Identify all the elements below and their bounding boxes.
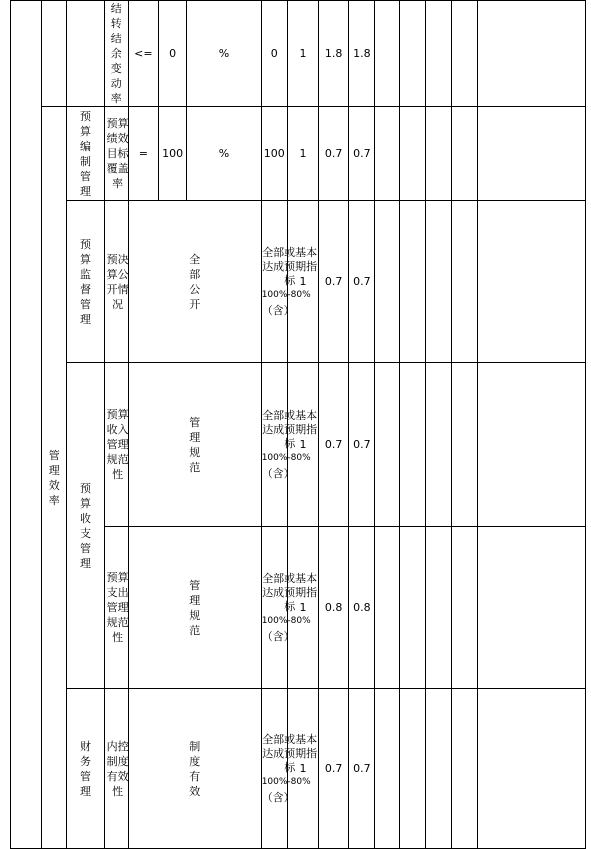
score-a-cell	[319, 527, 349, 689]
empty-cell	[399, 527, 425, 689]
table-row	[11, 1, 586, 107]
target-text: 管理规范	[189, 578, 201, 637]
score-a-cell	[319, 1, 349, 107]
empty-cell	[451, 201, 477, 363]
score-b: 1.8	[353, 47, 371, 60]
table-row	[11, 107, 586, 201]
level2-label: 预算监督管理	[80, 237, 91, 326]
weight: 1	[299, 275, 307, 288]
level2-label: 预算编制管理	[80, 109, 91, 198]
operator: <=	[134, 47, 153, 60]
table-row	[11, 363, 586, 527]
score-b: 0.7	[353, 762, 371, 775]
indicator-name: 预算收入管理规范性	[106, 408, 129, 481]
target-text-cell	[128, 689, 261, 849]
empty-cell	[478, 363, 586, 527]
target-text: 全部公开	[189, 252, 201, 311]
empty-cell	[375, 1, 399, 107]
weight: 1	[299, 601, 307, 614]
level2-cell	[67, 363, 104, 689]
empty-cell	[399, 363, 425, 527]
actual-cell	[261, 1, 287, 107]
empty-cell	[375, 527, 399, 689]
empty-cell	[399, 201, 425, 363]
actual-text: 全部或基本达成预期指标	[262, 408, 318, 450]
score-a-cell	[319, 689, 349, 849]
empty-cell	[478, 689, 586, 849]
empty-cell	[425, 527, 451, 689]
actual-cell	[261, 107, 287, 201]
score-a: 0.7	[324, 762, 343, 775]
level2-cell	[67, 107, 104, 201]
empty-cell	[478, 107, 586, 201]
empty-cell	[451, 689, 477, 849]
score-b-cell	[349, 689, 375, 849]
actual-note: （含）	[261, 790, 295, 804]
empty-cell	[451, 1, 477, 107]
empty-cell	[425, 363, 451, 527]
performance-indicator-table	[10, 0, 586, 849]
actual-text-cell	[261, 689, 318, 849]
actual-text-cell	[261, 527, 318, 689]
level2-cell	[67, 201, 104, 363]
level2-label: 财务管理	[80, 739, 91, 798]
target-text-cell	[128, 527, 261, 689]
actual-range: 100%-80%	[261, 452, 311, 463]
unit-cell	[187, 1, 262, 107]
score-a-cell	[319, 201, 349, 363]
score-b-cell	[349, 107, 375, 201]
empty-cell	[399, 689, 425, 849]
score-a: 0.7	[324, 147, 343, 160]
indicator-name: 预算绩效目标覆盖率	[106, 117, 129, 190]
level1-cell	[42, 1, 67, 107]
score-a: 1.8	[324, 47, 343, 60]
weight: 1	[299, 438, 307, 451]
empty-cell	[399, 1, 425, 107]
weight-cell	[287, 1, 318, 107]
table-row	[11, 689, 586, 849]
level1-cell	[42, 107, 67, 849]
score-a: 0.7	[324, 275, 343, 288]
unit: %	[218, 47, 230, 60]
score-b: 0.7	[353, 438, 371, 451]
actual-text-cell	[261, 363, 318, 527]
target-text-cell	[128, 363, 261, 527]
operator-cell	[128, 1, 158, 107]
actual-text: 全部或基本达成预期指标	[262, 245, 318, 287]
target-cell	[158, 1, 186, 107]
indicator-name-cell	[104, 689, 128, 849]
indicator-name-cell	[104, 107, 128, 201]
empty-cell	[451, 527, 477, 689]
target-value: 100	[162, 147, 184, 160]
weight: 1	[299, 47, 307, 60]
unit: %	[218, 147, 230, 160]
score-b-cell	[349, 527, 375, 689]
score-b: 0.8	[353, 601, 371, 614]
operator: =	[138, 147, 148, 160]
empty-cell	[375, 201, 399, 363]
empty-cell	[425, 107, 451, 201]
target-text: 管理规范	[189, 415, 201, 474]
empty-cell	[451, 363, 477, 527]
empty-cell	[451, 107, 477, 201]
actual-note: （含）	[261, 303, 295, 317]
actual-range: 100%-80%	[261, 776, 311, 787]
level1-label: 管理效率	[48, 448, 60, 507]
level2-cell	[67, 1, 104, 107]
actual-text-cell	[261, 201, 318, 363]
score-b-cell	[349, 363, 375, 527]
level2-cell	[67, 689, 104, 849]
weight: 1	[299, 147, 307, 160]
target-text: 制度有效	[189, 739, 201, 798]
operator-cell	[128, 107, 158, 201]
table-row	[11, 201, 586, 363]
score-b: 0.7	[353, 147, 371, 160]
actual-note: （含）	[261, 466, 295, 480]
empty-cell	[478, 1, 586, 107]
indicator-name: 预算支出管理规范性	[106, 571, 129, 644]
score-a: 0.8	[324, 601, 343, 614]
empty-cell	[425, 201, 451, 363]
empty-cell	[425, 689, 451, 849]
unit-cell	[187, 107, 262, 201]
indicator-name-cell	[104, 363, 128, 527]
actual-text: 全部或基本达成预期指标	[262, 571, 318, 613]
level2-label: 预算收支管理	[80, 481, 91, 570]
empty-cell	[375, 107, 399, 201]
score-a: 0.7	[324, 438, 343, 451]
indicator-name: 结转结余变动率	[110, 2, 122, 105]
empty-cell	[425, 1, 451, 107]
empty-cell	[375, 363, 399, 527]
weight-cell	[287, 107, 318, 201]
level0-blank-cell	[11, 1, 42, 849]
actual-range: 100%-80%	[261, 615, 311, 626]
score-b-cell	[349, 201, 375, 363]
actual-text: 全部或基本达成预期指标	[262, 732, 318, 774]
score-a-cell	[319, 363, 349, 527]
actual-range: 100%-80%	[261, 289, 311, 300]
empty-cell	[375, 689, 399, 849]
actual-value: 0	[270, 47, 278, 60]
empty-cell	[478, 527, 586, 689]
indicator-name-cell	[104, 1, 128, 107]
indicator-name: 内控制度有效性	[106, 739, 129, 798]
score-a-cell	[319, 107, 349, 201]
indicator-name-cell	[104, 201, 128, 363]
indicator-name-cell	[104, 527, 128, 689]
target-value: 0	[169, 47, 177, 60]
score-b-cell	[349, 1, 375, 107]
indicator-name: 预决算公开情况	[106, 252, 129, 311]
empty-cell	[478, 201, 586, 363]
actual-note: （含）	[261, 629, 295, 643]
target-text-cell	[128, 201, 261, 363]
target-cell	[158, 107, 186, 201]
weight: 1	[299, 762, 307, 775]
empty-cell	[399, 107, 425, 201]
actual-value: 100	[263, 147, 285, 160]
score-b: 0.7	[353, 275, 371, 288]
